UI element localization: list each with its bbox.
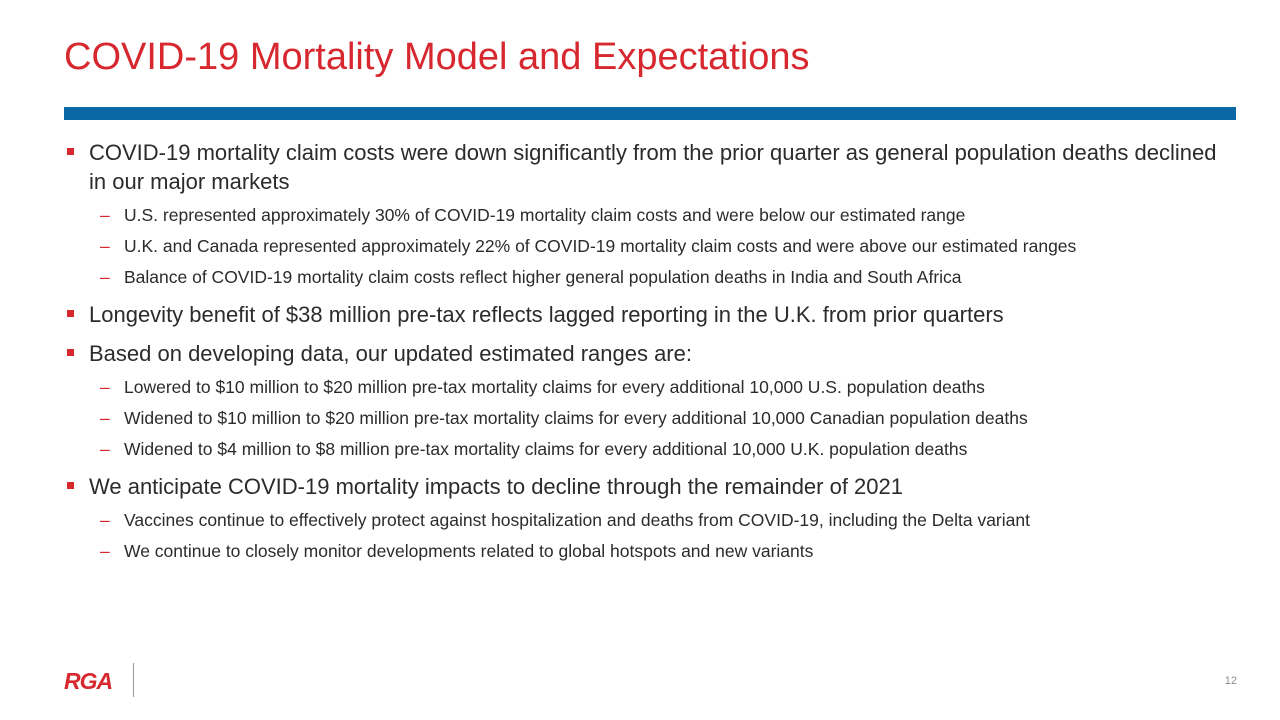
- sub-bullet-text: U.S. represented approximately 30% of COVID-19 mortality claim costs and were below our estimated range: [124, 205, 966, 225]
- sub-bullet-item: [64, 507, 1239, 533]
- bullet-item: [64, 339, 1239, 368]
- sub-bullet-item: [64, 405, 1239, 431]
- page-number: 12: [1224, 675, 1237, 687]
- title-underline-bar: [64, 107, 1236, 120]
- sub-bullet-text: Lowered to $10 million to $20 million pre-tax mortality claims for every additional 10,000 U.S. population deaths: [124, 377, 985, 397]
- sub-bullet-text: Balance of COVID-19 mortality claim costs reflect higher general population deaths in India and South Africa: [124, 267, 962, 287]
- bullet-item: [64, 300, 1239, 329]
- dash-bullet-icon: –: [100, 439, 110, 459]
- slide-title: COVID-19 Mortality Model and Expectations: [64, 36, 810, 78]
- sub-bullet-text: Widened to $10 million to $20 million pre-tax mortality claims for every additional 10,000 Canadian population deaths: [124, 408, 1028, 428]
- sub-bullet-item: [64, 233, 1239, 259]
- square-bullet-icon: [67, 349, 74, 356]
- dash-bullet-icon: –: [100, 377, 110, 397]
- bullet-list: [64, 138, 1239, 569]
- sub-bullet-item: [64, 374, 1239, 400]
- bullet-text: We anticipate COVID-19 mortality impacts to decline through the remainder of 2021: [89, 474, 903, 499]
- sub-bullet-item: [64, 538, 1239, 564]
- sub-bullet-text: Widened to $4 million to $8 million pre-tax mortality claims for every additional 10,000 U.K. population deaths: [124, 439, 968, 459]
- sub-bullet-item: [64, 202, 1239, 228]
- square-bullet-icon: [67, 310, 74, 317]
- bullet-text: Longevity benefit of $38 million pre-tax reflects lagged reporting in the U.K. from prior quarters: [89, 302, 1004, 327]
- bullet-text: COVID-19 mortality claim costs were down significantly from the prior quarter as general population deaths declined in our major markets: [89, 140, 1217, 194]
- dash-bullet-icon: –: [100, 541, 110, 561]
- bullet-text: Based on developing data, our updated estimated ranges are:: [89, 341, 692, 366]
- square-bullet-icon: [67, 148, 74, 155]
- square-bullet-icon: [67, 482, 74, 489]
- bullet-item: [64, 472, 1239, 501]
- sub-bullet-text: U.K. and Canada represented approximately 22% of COVID-19 mortality claim costs and were above our estimated ranges: [124, 236, 1077, 256]
- dash-bullet-icon: –: [100, 205, 110, 225]
- rga-logo: RGA: [64, 668, 113, 694]
- sub-bullet-text: Vaccines continue to effectively protect against hospitalization and deaths from COVID-19, including the Delta variant: [124, 510, 1030, 530]
- dash-bullet-icon: –: [100, 408, 110, 428]
- logo-divider: [133, 663, 134, 697]
- sub-bullet-item: [64, 436, 1239, 462]
- sub-bullet-item: [64, 264, 1239, 290]
- dash-bullet-icon: –: [100, 510, 110, 530]
- dash-bullet-icon: –: [100, 267, 110, 287]
- sub-bullet-text: We continue to closely monitor developments related to global hotspots and new variants: [124, 541, 814, 561]
- dash-bullet-icon: –: [100, 236, 110, 256]
- bullet-item: [64, 138, 1239, 196]
